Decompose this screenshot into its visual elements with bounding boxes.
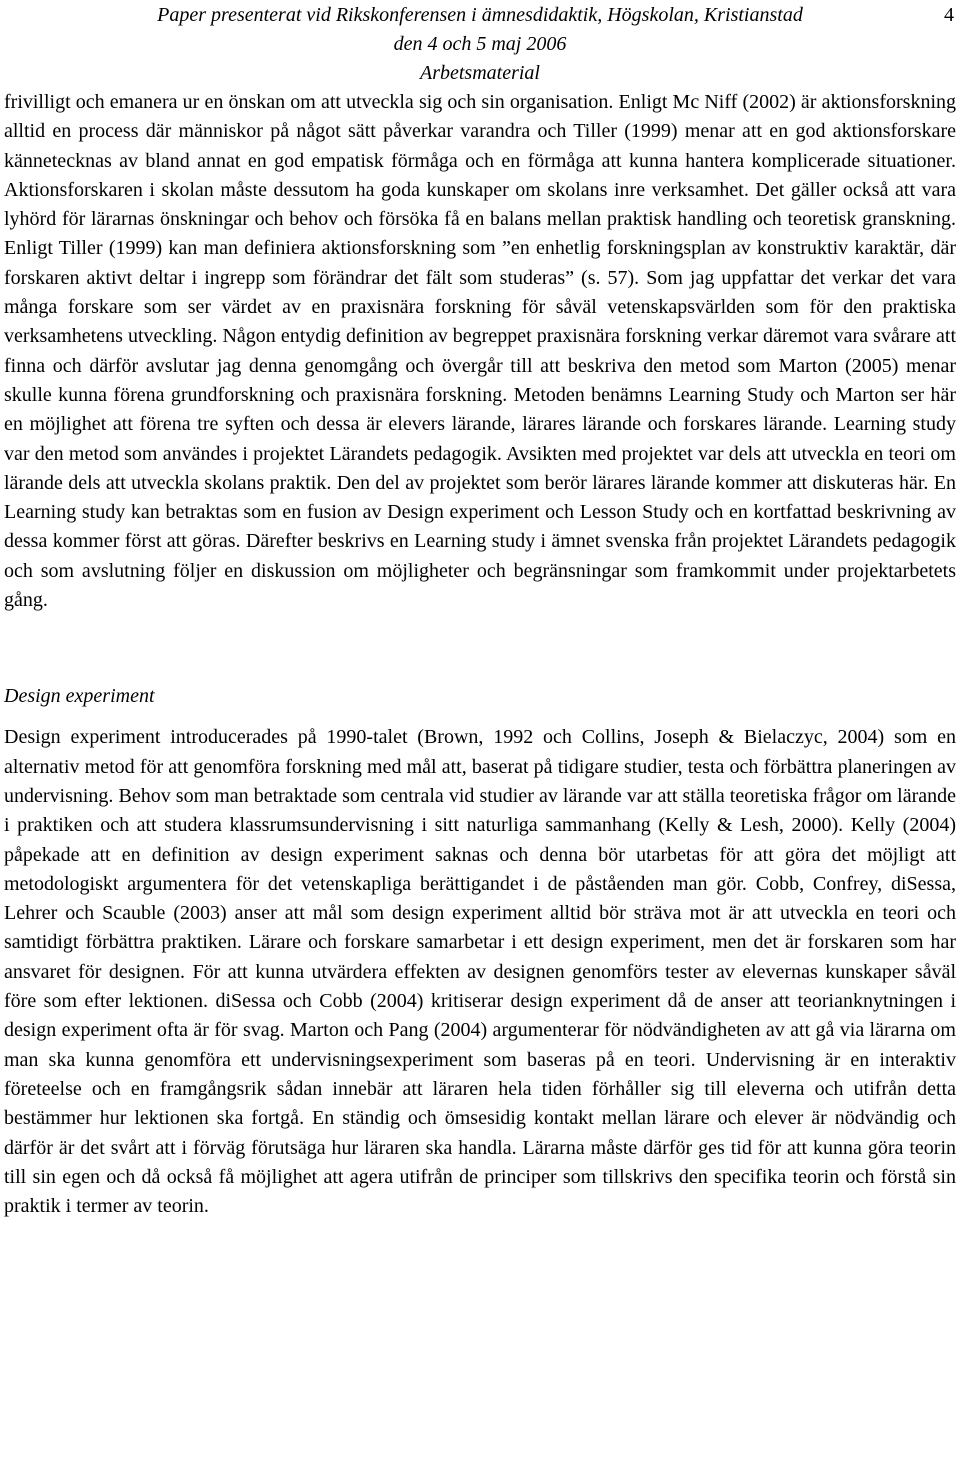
document-page	[4, 0, 956, 1221]
page-header	[4, 0, 956, 88]
section-heading: Design experiment	[4, 685, 155, 708]
body-paragraph-2: Design experiment introducerades på 1990-talet (Brown, 1992 och Collins, Joseph & Bielaczyc, 2004) som en alternativ metod för att genomföra forskning med mål att, baserat på tidigare studier, testa och förbättra planeringen av undervisning. Behov som man betraktade som centrala vid studier av lärande var att ställa teoretiska frågor om lärande i praktiken och att studera klassrumsundervisning i sitt naturliga sammanhang (Kelly & Lesh, 2000). Kelly (2004) påpekade att en definition av design experiment saknas och denna bör utarbetas för att göra det möjligt att metodologiskt argumentera för det vetenskapliga berättigandet i de påståenden man gör. Cobb, Confrey, diSessa, Lehrer och Scauble (2003) anser att mål som design experiment alltid bör sträva mot är att utveckla en teori och samtidigt förbättra praktiken. Lärare och forskare samarbetar i ett design experiment, men det är forskaren som har ansvaret för designen. För att kunna utvärdera effekten av designen genomförs tester av elevernas kunskaper såväl före som efter lektionen. diSessa och Cobb (2004) kritiserar design experiment då de anser att teorianknytningen i design experiment ofta är för svag. Marton och Pang (2004) argumenterar för nödvändigheten av att gå via lärarna om man ska kunna genomföra ett undervisningsexperiment som baseras på en teori. Undervisning är en interaktiv företeelse och en framgångsrik sådan innebär att läraren hela tiden förhåller sig till eleverna och utifrån detta bestämmer hur lektionen ska fortgå. En ständig och ömsesidig kontakt mellan lärare och elever är nödvändig och därför är det svårt att i förväg förutsäga hur läraren ska handla. Lärarna måste därför ges tid för att kunna göra teorin till sin egen och då också få möjlighet att agera utifrån de principer som tillskrivs den specifika teorin och förstå sin praktik i termer av teorin.	[4, 726, 956, 1218]
header-date-line: den 4 och 5 maj 2006	[393, 33, 567, 55]
page-number: 4	[944, 4, 954, 26]
header-conference-line: Paper presenterat vid Rikskonferensen i ämnesdidaktik, Högskolan, Kristianstad	[157, 4, 803, 26]
header-status-line: Arbetsmaterial	[420, 62, 540, 84]
body-paragraph-1: frivilligt och emanera ur en önskan om att utveckla sig och sin organisation. Enligt Mc Niff (2002) är aktionsforskning alltid en process där människor på något sätt påverkar varandra och Tiller (1999) menar att en god aktionsforskare kännetecknas av bland annat en god empatisk förmåga och en förmåga att kunna hantera komplicerade situationer. Aktionsforskaren i skolan måste dessutom ha goda kunskaper om skolans inre verksamhet. Det gäller också att vara lyhörd för lärarnas önskningar och behov och försöka få en balans mellan praktisk handling och teoretisk granskning. Enligt Tiller (1999) kan man definiera aktionsforskning som ”en enhetlig forskningsplan av konstruktiv karaktär, där forskaren aktivt deltar i ingrepp som förändrar det fält som studeras” (s. 57). Som jag uppfattar det verkar det vara många forskare som ser värdet av en praxisnära forskning för såväl vetenskapsvärlden som för den praktiska verksamhetens utveckling. Någon entydig definition av begreppet praxisnära forskning verkar däremot vara svårare att finna och därför avslutar jag denna genomgång och övergår till att beskriva den metod som Marton (2005) menar skulle kunna förena grundforskning och praxisnära forskning. Metoden benämns Learning Study och Marton ser här en möjlighet att förena tre syften och dessa är elevers lärande, lärares lärande och forskares lärande. Learning study var den metod som användes i projektet Lärandets pedagogik. Avsikten med projektet var dels att utveckla en teori om lärande dels att utveckla skolans praktik. Den del av projektet som berör lärares lärande kommer att diskuteras här. En Learning study kan betraktas som en fusion av Design experiment och Lesson Study och en kortfattad beskrivning av dessa kommer först att göras. Därefter beskrivs en Learning study i ämnet svenska från projektet Lärandets pedagogik och som avslutning följer en diskussion om möjligheter och begränsningar som framkommit under projektarbetets gång.	[4, 91, 956, 612]
